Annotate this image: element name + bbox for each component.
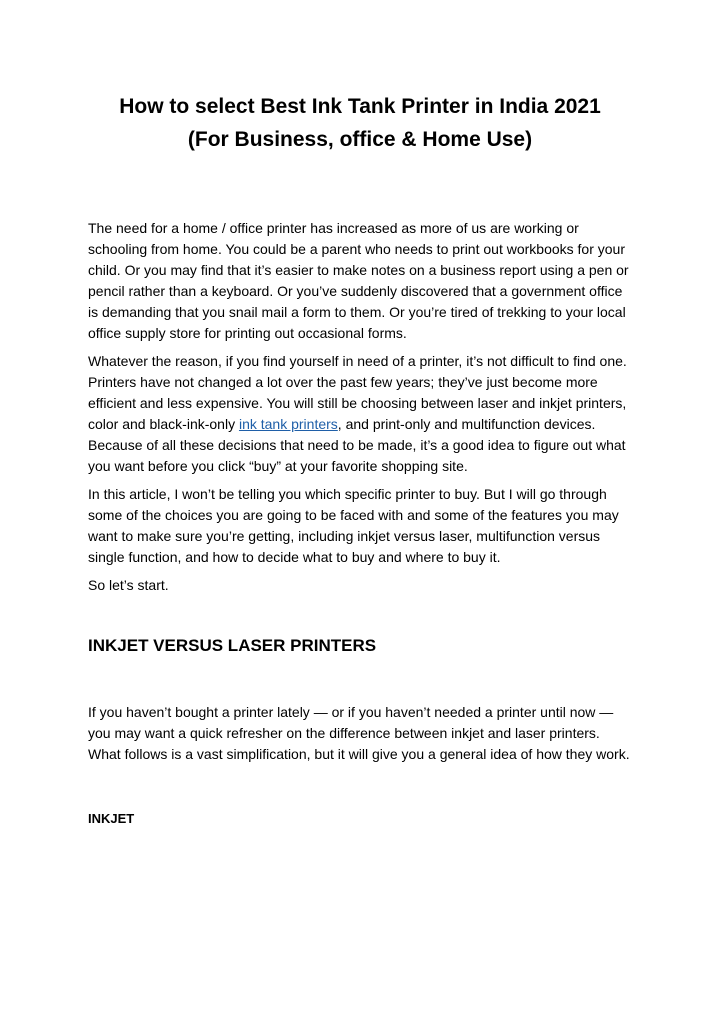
article-scope-paragraph: In this article, I won’t be telling you which specific printer to buy. But I will go through some of the choices you are going to be faced with and some of the features you may want to make sure you’re getting, including inkjet versus laser, multifunction versus single function, and how to decide what to buy and where to buy it. <box>88 486 619 565</box>
intro-paragraph: The need for a home / office printer has increased as more of us are working or schooling from home. You could be a parent who needs to print out workbooks for your child. Or you may find that it’s easier to make notes on a business report using a pen or pencil rather than a keyboard. Or you’ve suddenly discovered that a government office is demanding that you snail mail a form to them. Or you’re tired of trekking to your local office supply store for printing out occasional forms. <box>88 220 629 341</box>
reason-paragraph-text-start: Whatever the reason, if you find yourself in need of a printer, it’s not difficult to find one. Printers have not changed a lot over the past few years; they’ve just become more efficient and less expensive. You will still be choosing between laser and inkjet printers, color and black-ink-only <box>88 353 627 432</box>
reason-paragraph-text-end: , and print-only and multifunction devices. Because of all these decisions that need to be made, it’s a good idea to figure out what you want before you click “buy” at your favorite shopping site. <box>88 416 626 474</box>
document-title <box>88 90 632 156</box>
ink-tank-printers-link[interactable]: ink tank printers <box>238 416 338 432</box>
sub-heading-inkjet: INKJET <box>88 811 135 826</box>
section-heading-inkjet-vs-laser: INKJET VERSUS LASER PRINTERS <box>88 636 377 655</box>
title-line-1: How to select Best Ink Tank Printer in India 2021 <box>119 95 601 118</box>
reason-paragraph <box>88 351 632 477</box>
start-paragraph: So let’s start. <box>88 577 169 593</box>
title-line-2: (For Business, office & Home Use) <box>187 128 533 151</box>
refresher-paragraph: If you haven’t bought a printer lately — or if you haven’t needed a printer until now — you may want a quick refresher on the difference between inkjet and laser printers. What follows is a vast simplification, but it will give you a general idea of how they work. <box>88 704 630 762</box>
